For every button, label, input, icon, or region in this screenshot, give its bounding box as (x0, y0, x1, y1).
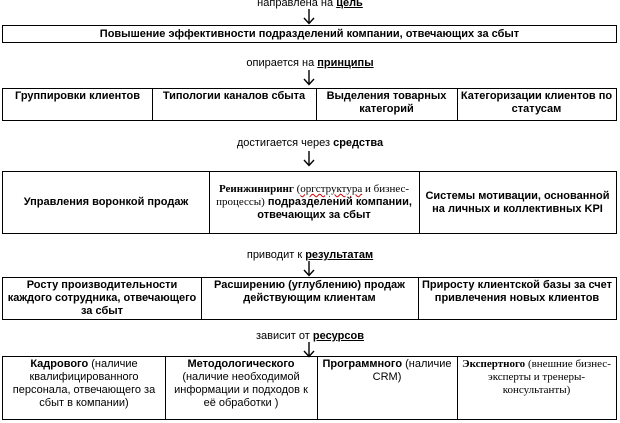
resource-cell (3, 357, 165, 419)
principle-text: Выделения товарных категорий (326, 90, 447, 115)
means-cell (3, 172, 209, 233)
principle-cell (3, 89, 152, 120)
means-cell (209, 172, 419, 233)
principle-text: Группировки клиентов (15, 90, 140, 102)
connector-text: достигается через (236, 137, 334, 149)
connector-text: направлена на (257, 0, 337, 9)
connector-keyword: ресурсов (312, 330, 364, 342)
resource-cell (165, 357, 317, 419)
result-text: Росту производительности каждого сотрудника, отвечающего за сбыт (7, 279, 197, 317)
means-detail: и бизнес-процессы) (216, 183, 410, 208)
means-paren: ( (293, 183, 301, 195)
principle-text: Категоризации клиентов по статусам (460, 90, 613, 115)
means-text: Системы мотивации, основанной на личных и коллективных KPI (425, 189, 610, 215)
goal-box (2, 25, 617, 43)
resources-box (2, 356, 617, 420)
connector-keyword: результатам (305, 249, 374, 261)
connector-text: приводит к (246, 249, 306, 261)
result-cell (418, 278, 616, 319)
principle-cell (316, 89, 457, 120)
means-tail: подразделений компании, отвечающих за сбыт (257, 196, 412, 221)
connector-keyword: средства (333, 137, 384, 149)
result-text: Расширению (углублению) продаж действующим клиентам (214, 279, 405, 304)
resource-cell (317, 357, 457, 419)
down-arrow-icon (302, 261, 316, 277)
principles-box (2, 88, 617, 121)
principle-text: Типологии каналов сбыта (162, 90, 306, 102)
connector-keyword: принципы (317, 57, 374, 69)
means-keyword: Реинжиниринг (218, 183, 294, 195)
results-box (2, 277, 617, 320)
means-middle-text (215, 183, 413, 222)
resource-title: Кадрового (30, 358, 89, 370)
resource-detail: (наличие CRM) (372, 358, 452, 383)
means-connector-label (0, 137, 620, 150)
resource-title: Методологического (187, 358, 295, 370)
resource-title: Экспертного (462, 358, 526, 370)
resource-cell (457, 357, 616, 419)
result-cell (201, 278, 418, 319)
down-arrow-icon (302, 151, 316, 167)
connector-text: опирается на (246, 57, 318, 69)
connector-text: зависит от (256, 330, 313, 342)
resource-detail: (внешние бизнес-эксперты и тренеры-консультанты) (487, 358, 611, 396)
resource-detail: (наличие необходимой информации и подходов к её обработки ) (174, 371, 308, 409)
means-box (2, 171, 617, 234)
resource-title: Программного (322, 358, 403, 370)
down-arrow-icon (302, 70, 316, 86)
principle-cell (457, 89, 616, 120)
result-text: Приросту клиентской базы за счет привлечения новых клиентов (421, 279, 613, 304)
principle-cell (152, 89, 316, 120)
connector-keyword: цель (336, 0, 363, 9)
goal-text: Повышение эффективности подразделений компании, отвечающих за сбыт (99, 27, 520, 40)
down-arrow-icon (302, 9, 316, 25)
means-cell (419, 172, 616, 233)
resource-detail: (наличие квалифицированного персонала, отвечающего за сбыт в компании) (12, 358, 156, 409)
means-text: Управления воронкой продаж (23, 196, 189, 208)
result-cell (3, 278, 201, 319)
principles-connector-label (0, 57, 620, 70)
misspelled-word: оргструктура (300, 183, 363, 195)
